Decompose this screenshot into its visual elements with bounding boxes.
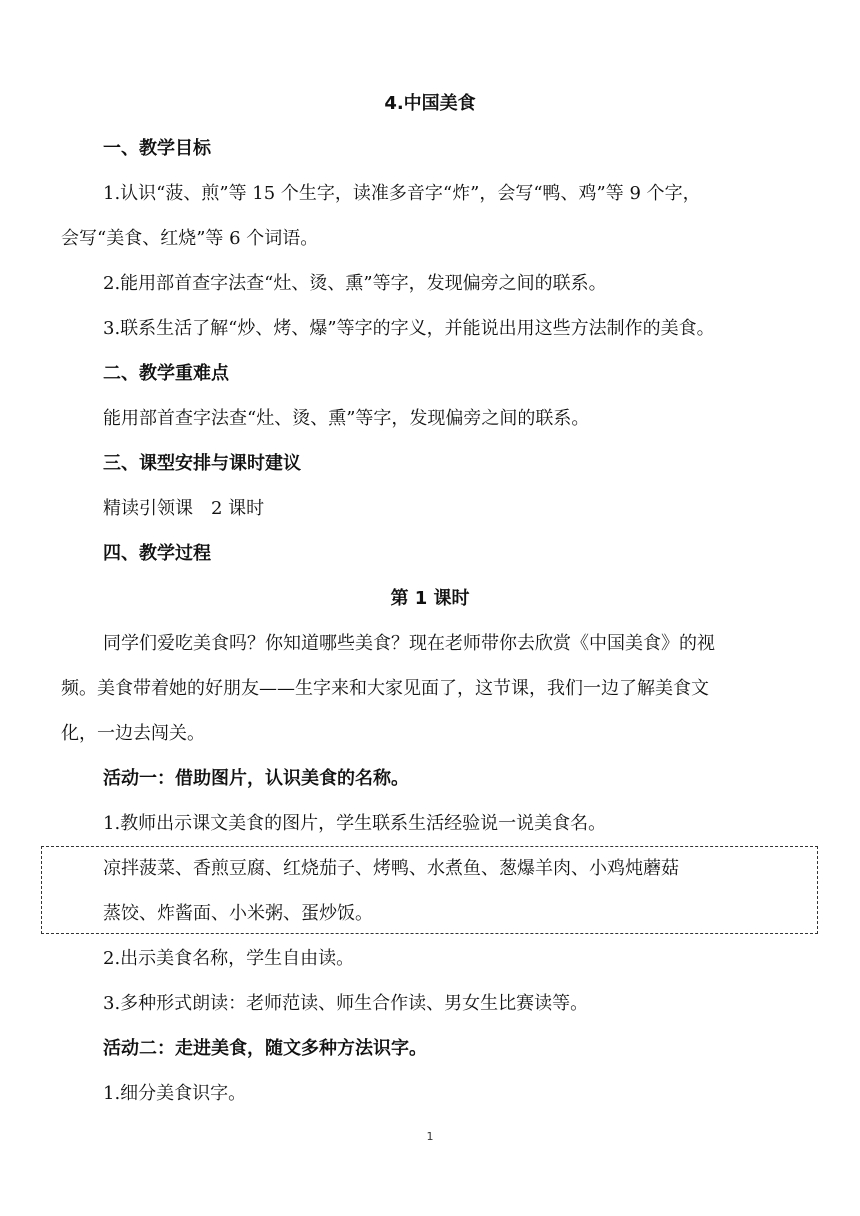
food-names-line-1: 凉拌菠菜、香煎豆腐、红烧茄子、烤鸭、水煮鱼、葱爆羊肉、小鸡炖蘑菇 bbox=[103, 858, 679, 879]
activity-1-heading: 活动一：借助图片，认识美食的名称。 bbox=[103, 768, 409, 789]
activity-1-step-2: 2.出示美食名称，学生自由读。 bbox=[103, 948, 355, 969]
goal-2: 2.能用部首查字法查“灶、烫、熏”等字，发现偏旁之间的联系。 bbox=[103, 273, 607, 294]
lesson-1-heading: 第 1 课时 bbox=[390, 588, 470, 609]
intro-line-1: 同学们爱吃美食吗？你知道哪些美食？现在老师带你去欣赏《中国美食》的视 bbox=[103, 633, 715, 654]
intro-line-3: 化，一边去闯关。 bbox=[61, 723, 205, 744]
goal-3: 3.联系生活了解“炒、烤、爆”等字的字义，并能说出用这些方法制作的美食。 bbox=[103, 318, 715, 339]
section-heading-lesson-arrangement: 三、课型安排与课时建议 bbox=[103, 453, 301, 474]
activity-1-step-1: 1.教师出示课文美食的图片，学生联系生活经验说一说美食名。 bbox=[103, 813, 607, 834]
intro-line-2: 频。美食带着她的好朋友——生字来和大家见面了，这节课，我们一边了解美食文 bbox=[61, 678, 709, 699]
page-number: 1 bbox=[426, 1130, 434, 1143]
goal-1-line-1: 1.认识“菠、煎”等 15 个生字，读准多音字“炸”，会写“鸭、鸡”等 9 个字， bbox=[103, 183, 701, 204]
goal-1-line-2: 会写“美食、红烧”等 6 个词语。 bbox=[61, 228, 319, 249]
activity-2-step-1: 1.细分美食识字。 bbox=[103, 1083, 247, 1104]
section-heading-key-points: 二、教学重难点 bbox=[103, 363, 229, 384]
activity-2-heading: 活动二：走进美食，随文多种方法识字。 bbox=[103, 1038, 427, 1059]
activity-1-step-3: 3.多种形式朗读：老师范读、师生合作读、男女生比赛读等。 bbox=[103, 993, 589, 1014]
section-heading-process: 四、教学过程 bbox=[103, 543, 211, 564]
section-heading-goals: 一、教学目标 bbox=[103, 138, 211, 159]
key-point-text: 能用部首查字法查“灶、烫、熏”等字，发现偏旁之间的联系。 bbox=[103, 408, 590, 429]
food-names-line-2: 蒸饺、炸酱面、小米粥、蛋炒饭。 bbox=[103, 903, 373, 924]
lesson-type-text: 精读引领课 2 课时 bbox=[103, 498, 265, 519]
page-title: 4.中国美食 bbox=[384, 93, 476, 114]
